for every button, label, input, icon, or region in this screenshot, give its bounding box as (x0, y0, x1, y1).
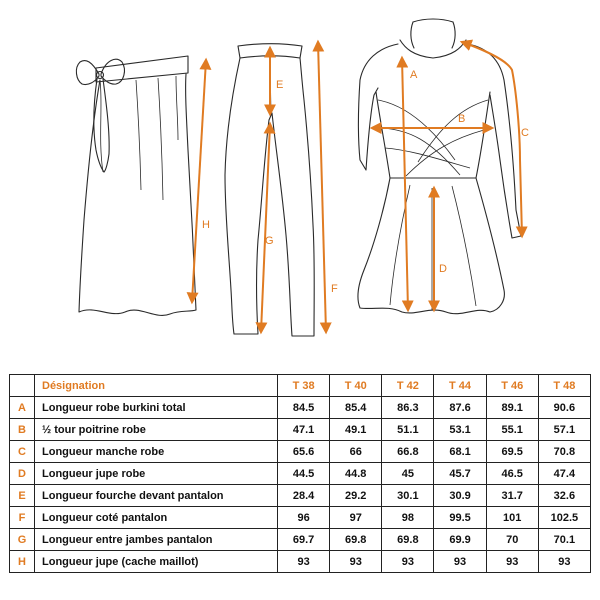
row-code: F (10, 507, 35, 529)
row-designation: Longueur fourche devant pantalon (35, 485, 278, 507)
table-row (10, 551, 591, 573)
row-value: 69.9 (434, 529, 486, 551)
size-chart-table (9, 374, 591, 573)
row-designation: Longueur entre jambes pantalon (35, 529, 278, 551)
row-value: 49.1 (330, 419, 382, 441)
row-value: 90.6 (538, 397, 590, 419)
row-code: E (10, 485, 35, 507)
row-value: 32.6 (538, 485, 590, 507)
label-f: F (331, 283, 338, 295)
row-value: 69.8 (330, 529, 382, 551)
table-row (10, 507, 591, 529)
header-size: T 38 (278, 375, 330, 397)
row-value: 47.4 (538, 463, 590, 485)
row-designation: Longueur jupe (cache maillot) (35, 551, 278, 573)
row-value: 70 (486, 529, 538, 551)
table-row (10, 529, 591, 551)
row-code: B (10, 419, 35, 441)
row-value: 47.1 (278, 419, 330, 441)
header-size: T 42 (382, 375, 434, 397)
row-designation: ½ tour poitrine robe (35, 419, 278, 441)
header-size: T 46 (486, 375, 538, 397)
row-value: 70.8 (538, 441, 590, 463)
row-value: 69.7 (278, 529, 330, 551)
row-value: 30.1 (382, 485, 434, 507)
table-header-row (10, 375, 591, 397)
row-value: 93 (486, 551, 538, 573)
table-row (10, 397, 591, 419)
row-value: 89.1 (486, 397, 538, 419)
row-value: 93 (278, 551, 330, 573)
row-designation: Longueur jupe robe (35, 463, 278, 485)
label-h: H (202, 219, 210, 231)
row-value: 66.8 (382, 441, 434, 463)
row-value: 51.1 (382, 419, 434, 441)
row-value: 57.1 (538, 419, 590, 441)
row-value: 101 (486, 507, 538, 529)
header-size: T 40 (330, 375, 382, 397)
measure-b (372, 113, 492, 128)
table-row (10, 485, 591, 507)
header-designation: Désignation (35, 375, 278, 397)
row-value: 45.7 (434, 463, 486, 485)
row-value: 93 (434, 551, 486, 573)
row-value: 85.4 (330, 397, 382, 419)
row-value: 97 (330, 507, 382, 529)
row-value: 44.5 (278, 463, 330, 485)
row-value: 55.1 (486, 419, 538, 441)
measure-a (402, 58, 418, 310)
row-value: 69.5 (486, 441, 538, 463)
row-value: 93 (330, 551, 382, 573)
row-value: 102.5 (538, 507, 590, 529)
row-value: 44.8 (330, 463, 382, 485)
row-value: 31.7 (486, 485, 538, 507)
row-value: 96 (278, 507, 330, 529)
row-value: 30.9 (434, 485, 486, 507)
measure-g (261, 124, 274, 332)
row-code: H (10, 551, 35, 573)
skirt-drawing (76, 56, 196, 315)
row-value: 93 (382, 551, 434, 573)
row-value: 45 (382, 463, 434, 485)
row-designation: Longueur manche robe (35, 441, 278, 463)
label-a: A (410, 69, 418, 81)
row-code: G (10, 529, 35, 551)
row-code: D (10, 463, 35, 485)
measure-f (318, 42, 338, 332)
label-e: E (276, 79, 284, 91)
label-c: C (521, 127, 529, 139)
table-row (10, 419, 591, 441)
label-d: D (439, 263, 447, 275)
row-value: 86.3 (382, 397, 434, 419)
table-row (10, 463, 591, 485)
row-value: 70.1 (538, 529, 590, 551)
row-value: 98 (382, 507, 434, 529)
measure-h (192, 60, 210, 302)
row-code: A (10, 397, 35, 419)
row-value: 69.8 (382, 529, 434, 551)
row-value: 28.4 (278, 485, 330, 507)
row-value: 99.5 (434, 507, 486, 529)
header-size: T 48 (538, 375, 590, 397)
header-size: T 44 (434, 375, 486, 397)
measure-c (462, 42, 529, 236)
row-code: C (10, 441, 35, 463)
row-designation: Longueur coté pantalon (35, 507, 278, 529)
row-value: 29.2 (330, 485, 382, 507)
row-value: 53.1 (434, 419, 486, 441)
row-value: 84.5 (278, 397, 330, 419)
row-value: 93 (538, 551, 590, 573)
measure-d (434, 188, 447, 310)
row-value: 46.5 (486, 463, 538, 485)
row-value: 87.6 (434, 397, 486, 419)
measure-e (270, 48, 283, 114)
row-value: 68.1 (434, 441, 486, 463)
row-designation: Longueur robe burkini total (35, 397, 278, 419)
label-g: G (265, 235, 274, 247)
row-value: 66 (330, 441, 382, 463)
header-code-cell (10, 375, 35, 397)
row-value: 65.6 (278, 441, 330, 463)
table-row (10, 441, 591, 463)
label-b: B (458, 113, 466, 125)
